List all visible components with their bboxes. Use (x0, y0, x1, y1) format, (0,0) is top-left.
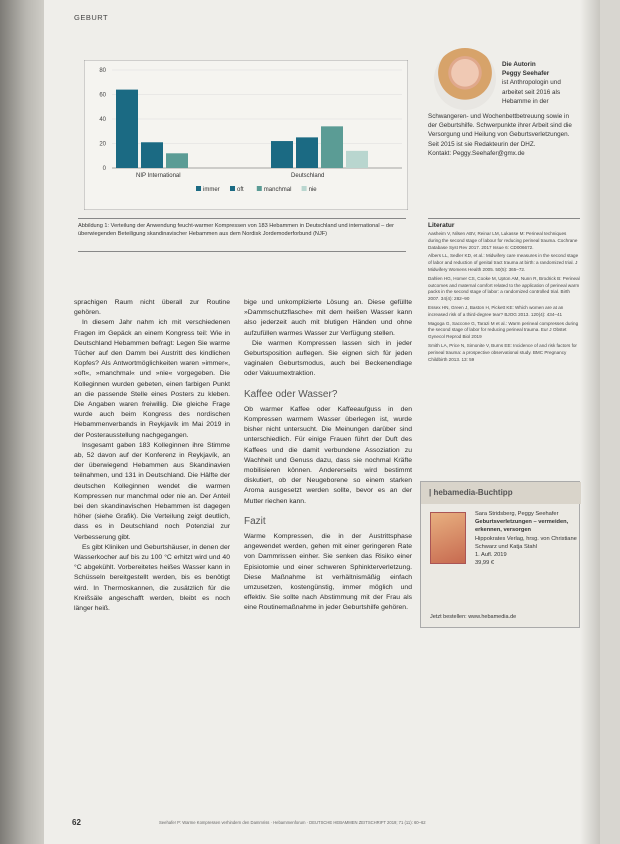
book-price: 39,99 € (475, 560, 494, 567)
bar (166, 153, 188, 168)
legend-swatch (302, 186, 307, 191)
literature-item: Magoga G, Saccone G, Tarazi M et al.: Warm perineal compresses during the second stage of labor for reducing perineal trauma. Eur J Obstet Gynecol Reprod Biol 2019 (428, 320, 579, 340)
caption-rule-bottom (78, 251, 406, 252)
page-number: 62 (72, 818, 81, 827)
y-tick-label: 40 (99, 117, 106, 123)
paragraph: Es gibt Kliniken und Geburtshäuser, in denen der Wasserkocher auf bis zu 100 °C erhitzt wird und 40 °C abgekühlt. Vorbereitetes heißes Wasser kann in Schüsseln bereitgestellt werden, bis es benötigt wird. In Thermoskannen, die zusätzlich für die Kreißsäle angeschafft werden, bleibt es noch länger heiß. (74, 543, 230, 613)
text-column-left (74, 298, 230, 614)
legend-label: oft (237, 187, 244, 193)
author-box (502, 60, 582, 106)
footer-citation: Seehafer P: Warme Kompressen verhindern den Dammriss · Hebammenforum · DEUTSCHE HEBAMMEN ZEITSCHRIFT 2019; 71 (11): 60–62 (159, 820, 426, 825)
y-tick-label: 0 (102, 166, 106, 172)
paragraph: sprachigen Raum nicht überall zur Routine gehören. (74, 299, 230, 317)
paragraph: Die warmen Kompressen lassen sich in jeder Geburtsposition auflegen. Sie eignen sich für jeden vaginalen Geburtsmodus, auch bei Beckenendlage oder Vakuumextraktion. (244, 339, 412, 378)
book-tip-box[interactable] (420, 481, 580, 628)
x-category-label: NIP International (136, 173, 181, 179)
author-intro: ist Anthropologin und arbeitet seit 2016 als Hebamme in der (502, 79, 561, 105)
subheading-fazit: Fazit (244, 515, 266, 527)
author-heading: Die Autorin (502, 61, 536, 68)
book-title: Geburtsverletzungen – vermeiden, erkennen, versorgen (475, 519, 569, 534)
page-edge-shadow (580, 0, 600, 844)
y-tick-label: 80 (99, 68, 106, 74)
author-name: Peggy Seehafer (502, 70, 550, 78)
book-tip-header: | hebamedia-Buchtipp (421, 482, 581, 504)
literature-list (428, 231, 580, 365)
book-details (475, 510, 577, 567)
legend-label: immer (203, 187, 220, 193)
paragraph: Ob warmer Kaffee oder Kaffeeaufguss in den Kompressen warmem Wasser überlegen ist, wurde bisher nicht untersucht. Die Meinungen darüber sind unterschiedlich. Für einige Frauen führt der Duft des Kaffees und die damit verbundene Assoziation zu Wachheit und Genuss dazu, dass sie nochmal Kräfte mobilisieren können. Andererseits wird bestimmt diskutiert, ob der Neugeborene so einem starken Aroma ausgesetzt werden sollte, bevor es an der Mutter riechen kann. (244, 405, 412, 505)
subheading-coffee: Kaffee oder Wasser? (244, 388, 338, 400)
literature-item: Albers LL, Sedler KD, et al.: Midwifery care measures in the second stage of labor and reduction of genital tract trauma at birth: a randomized trial. J Midwifery Womens Health 2005. 50(5): 365–72. (428, 253, 579, 272)
book-authors: Sara Stridsberg, Peggy Seehafer (475, 511, 559, 517)
author-contact: Kontakt: Peggy.Seehafer@gmx.de (428, 149, 525, 157)
bar (116, 90, 138, 168)
paragraph: Insgesamt gaben 183 Kolleginnen ihre Stimme ab, 52 davon auf der Konferenz in Reykjavík, an der überwiegend Hebammen aus Skandinavien teilnahmen, und 131 in Deutschland. Die Hälfte der deutschen Kolleginnen wendet die warmen Kompressen nur manchmal oder nie an. Der Anteil bei den skandinavischen Hebammen ist dagegen höher (siehe Grafik). Die Verteilung zeigt deutlich, dass es in Deutschland noch Potenzial zur Verbesserung gibt. (74, 441, 230, 541)
author-bio (428, 112, 578, 158)
bar (296, 137, 318, 168)
book-edition: 1. Aufl. 2019 (475, 552, 507, 559)
paragraph: Warme Kompressen, die in der Austrittsphase angewendet werden, gehen mit einer geringeren Rate von Dammrissen einher. Sie senken das Risiko einer Episiotomie und einer schweren Sphinkterverletzung. Diese Maßnahme ist verhältnismäßig einfach umzusetzen, kostengünstig, immer möglich und effektiv. Sie sollte nach Abstimmung mit der Frau als eine Routinemaßnahme in jeder Geburtshilfe gehören. (244, 533, 412, 612)
literature-item: Aasheim V, Nilsen ABV, Reinar LM, Lukasse M: Perineal techniques during the second stage of labour for reducing perineal trauma. Cochrane Database Syst Rev 2017. 2017 Issue 6: CD006672. (428, 231, 578, 250)
bar-chart (84, 60, 408, 210)
text-column-right (244, 298, 412, 614)
bar (321, 126, 343, 168)
x-category-label: Deutschland (291, 173, 325, 179)
bar (141, 142, 163, 168)
author-body: Schwangeren- und Wochenbettbetreuung sowie in der Geburtshilfe. Schwerpunkte ihrer Arbeit sind die Versorgung und Heilung von Geburtsverletzungen. Seit 2015 ist sie Redakteurin der DHZ. (428, 113, 572, 148)
book-order-link[interactable]: Jetzt bestellen: www.hebamedia.de (430, 614, 517, 620)
caption-rule (78, 218, 406, 219)
book-cover-image (430, 512, 466, 564)
bar (271, 141, 293, 168)
legend-label: manchmal (263, 187, 292, 193)
section-label: GEBURT (74, 13, 109, 22)
legend-swatch (230, 186, 235, 191)
binding-shadow (0, 0, 44, 844)
magazine-page (44, 0, 600, 844)
paragraph: bige und unkomplizierte Lösung an. Diese gefüllte »Dammschutzflasche« mit dem heißen Wasser kann also jederzeit auch mit blutigen Händen und ohne aufzufüllen warmes Wasser zur Verfügung stellen. (244, 299, 412, 337)
literature-title: Literatur (428, 222, 455, 229)
literature-item: Essex HN, Green J, Baston H, Pickett KE: Which women are at an increased risk of a third-degree tear? BJOG 2013. 120(4): 434–41 (428, 304, 564, 317)
legend-swatch (257, 186, 262, 191)
literature-rule (428, 218, 580, 219)
y-tick-label: 20 (99, 141, 106, 148)
y-tick-label: 60 (99, 92, 106, 99)
paragraph: In diesem Jahr nahm ich mit verschiedenen Fragen im Gepäck an einem Kongress teil: Wie in Deutschland Hebammen befragt: Legen Sie warme Tücher auf den Damm bei Austritt des kindlichen Kopfes? Als Antwortmöglichkeiten waren »immer«, »oft«, »manchmal« und »nie« vorgegeben. Die Kolleginnen wurden gebeten, einen farbigen Punkt an die passende Stelle eines Posters zu kleben. Die Angaben waren freiwillig. Die gleiche Frage wurde auch beim Kongress des nordischen Hebammenverbands in Reykjavík im Mai 2019 in der Posterausstellung nachgegangen. (74, 319, 230, 439)
legend-label: nie (308, 187, 317, 193)
figure-caption: Abbildung 1: Verteilung der Anwendung feucht-warmer Kompressen von 183 Hebammen in Deutschland und international – der überwiegenden Beteiligung skandinavischer Hebammen aus dem Nordisk Jordemoderforbund (NJF) (78, 223, 394, 237)
bar (346, 151, 368, 168)
book-publisher: Hippokrates Verlag, hrsg. von Christiane Schwarz und Katja Stahl (475, 535, 577, 550)
legend-swatch (196, 186, 201, 191)
literature-item: Dahlen HG, Homer CS, Cooke M, Upton AM, Nunn R, Brodrick B: Perineal outcomes and maternal comfort related to the application of perineal warm packs in the second stage of labor: a randomized controlled trial. Birth 2007. 34(4): 282–90 (428, 275, 580, 302)
author-photo (434, 48, 496, 110)
literature-item: Smith LA, Price N, Simonite V, Burns EE: Incidence of and risk factors for perineal trauma: a prospective observational study. BMC Pregnancy Childbirth 2013. 13: 59 (428, 342, 577, 362)
